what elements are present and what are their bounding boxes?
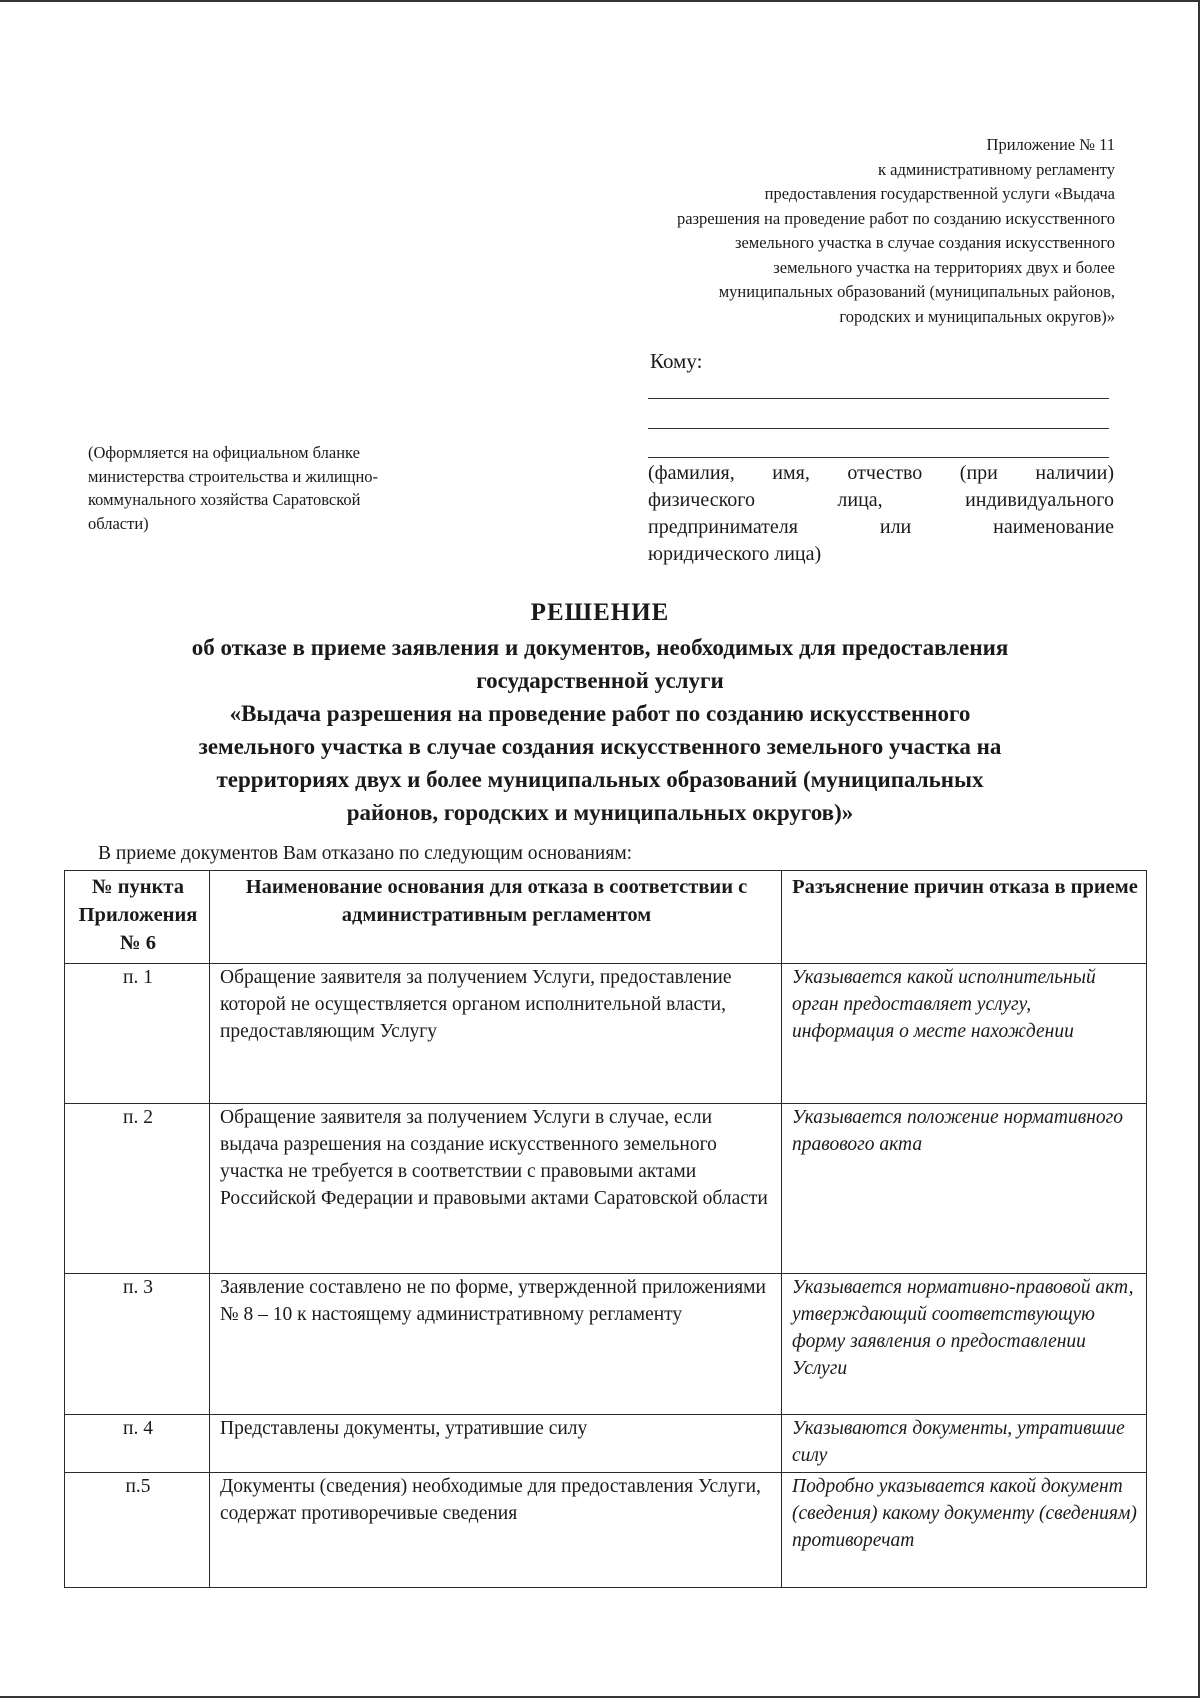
- header-explanation: Разъяснение причин отказа в приеме: [782, 871, 1147, 964]
- appendix-header-line: земельного участка на территориях двух и более: [773, 257, 1115, 277]
- decision-title: [60, 596, 1140, 829]
- row-explanation: Указываются документы, утратившие силу: [782, 1415, 1147, 1473]
- appendix-header: [555, 133, 1115, 329]
- intro-text: В приеме документов Вам отказано по следующим основаниям:: [98, 843, 633, 864]
- letterhead-note: [88, 441, 468, 535]
- addressee-line-2: [648, 428, 1109, 429]
- row-explanation: Подробно указывается какой документ (сведения) какому документу (сведениям) противоречат: [782, 1473, 1147, 1588]
- row-point-number: п. 1: [65, 964, 210, 1104]
- title-line: «Выдача разрешения на проведение работ по созданию искусственного: [229, 701, 971, 726]
- table-header-row: [65, 871, 1147, 964]
- table-row: [65, 1473, 1147, 1588]
- appendix-header-line: городских и муниципальных округов)»: [839, 306, 1115, 326]
- addressee-hint-line: физического лица, индивидуального: [648, 489, 1114, 511]
- addressee-hint-line: юридического лица): [648, 543, 822, 565]
- page-border-top: [0, 0, 1200, 2]
- table-row: [65, 1274, 1147, 1415]
- row-reason: Заявление составлено не по форме, утвержденной приложениями № 8 – 10 к настоящему административному регламенту: [210, 1274, 782, 1415]
- title-line: районов, городских и муниципальных округов)»: [346, 800, 854, 825]
- row-reason: Документы (сведения) необходимые для предоставления Услуги, содержат противоречивые сведения: [210, 1473, 782, 1588]
- row-point-number: п.5: [65, 1473, 210, 1588]
- appendix-header-line: к административному регламенту: [878, 159, 1115, 179]
- appendix-header-line: Приложение № 11: [986, 135, 1115, 154]
- title-line: государственной услуги: [476, 668, 724, 693]
- title-line: об отказе в приеме заявления и документов, необходимых для предоставления: [191, 635, 1009, 660]
- letterhead-note-line: (Оформляется на официальном бланке: [88, 443, 360, 462]
- row-reason: Обращение заявителя за получением Услуги в случае, если выдача разрешения на создание искусственного земельного участка не требуется в соответствии с правовыми актами Российской Федерации и правовыми актами Саратовской области: [210, 1104, 782, 1274]
- letterhead-note-line: коммунального хозяйства Саратовской: [88, 490, 361, 509]
- row-explanation: Указывается нормативно-правовой акт, утверждающий соответствующую форму заявления о предоставлении Услуги: [782, 1274, 1147, 1415]
- addressee-line-3: [648, 457, 1109, 458]
- row-reason: Представлены документы, утратившие силу: [210, 1415, 782, 1473]
- addressee-hint-line: (фамилия, имя, отчество (при наличии): [648, 462, 1114, 484]
- letterhead-note-line: министерства строительства и жилищно-: [88, 466, 379, 486]
- row-explanation: Указывается положение нормативного правового акта: [782, 1104, 1147, 1274]
- refusal-reasons-table: [64, 870, 1147, 1588]
- header-reason: Наименование основания для отказа в соответствии с административным регламентом: [210, 871, 782, 964]
- row-reason: Обращение заявителя за получением Услуги, предоставление которой не осуществляется органом исполнительной власти, предоставляющим Услугу: [210, 964, 782, 1104]
- table-row: [65, 1415, 1147, 1473]
- header-point-number: № пункта Приложения № 6: [65, 871, 210, 964]
- addressee-hint-line: предпринимателя или наименование: [648, 516, 1114, 538]
- letterhead-note-line: области): [88, 513, 149, 533]
- appendix-header-line: разрешения на проведение работ по созданию искусственного: [676, 208, 1115, 228]
- appendix-header-line: предоставления государственной услуги «Выдача: [764, 184, 1115, 203]
- table-row: [65, 1104, 1147, 1274]
- row-point-number: п. 3: [65, 1274, 210, 1415]
- table-row: [65, 964, 1147, 1104]
- row-point-number: п. 4: [65, 1415, 210, 1473]
- addressee-hint: [648, 460, 1114, 568]
- title-line: территориях двух и более муниципальных образований (муниципальных: [216, 767, 984, 792]
- addressee-line-1: [648, 398, 1109, 399]
- title-line: земельного участка в случае создания искусственного земельного участка на: [198, 734, 1002, 759]
- row-point-number: п. 2: [65, 1104, 210, 1274]
- appendix-header-line: муниципальных образований (муниципальных районов,: [718, 282, 1115, 301]
- addressee-label: Кому:: [650, 349, 703, 373]
- row-explanation: Указывается какой исполнительный орган предоставляет услугу, информация о месте нахождении: [782, 964, 1147, 1104]
- document-title: РЕШЕНИЕ: [530, 599, 670, 626]
- appendix-header-line: земельного участка в случае создания искусственного: [734, 233, 1115, 252]
